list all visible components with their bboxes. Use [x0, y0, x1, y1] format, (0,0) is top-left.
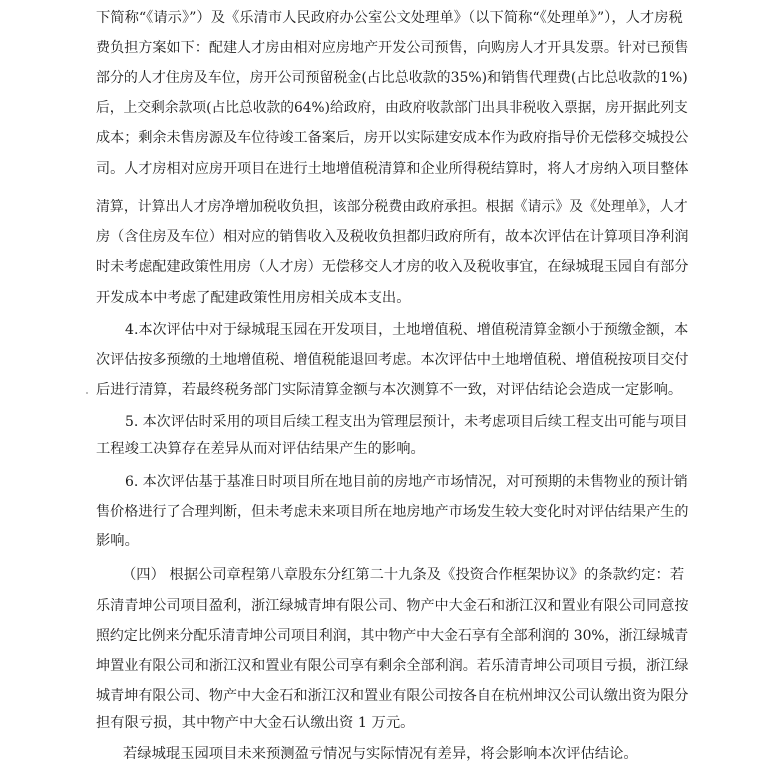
text-line: 6. 本次评估基于基准日时项目所在地目前的房地产市场情况，对可预期的未售物业的预计销	[125, 474, 688, 490]
text-line: 影响。	[96, 533, 139, 549]
text-line: 司。人才房相对应房开项目在进行土地增值税清算和企业所得税结算时，将人才房纳入项目整体	[96, 161, 689, 177]
text-line: 工程竣工决算存在差异从而对评估结果产生的影响。	[96, 441, 425, 457]
text-line: 费负担方案如下：配建人才房由相对应房地产开发公司预售，向购房人才开具发票。针对已预售	[96, 40, 689, 56]
text-line: 城青坤有限公司、物产中大金石和浙江汉和置业有限公司按各自在杭州坤汉公司认缴出资为限分	[96, 688, 689, 704]
scan-mark	[86, 392, 88, 394]
text-line: 后，上交剩余款项(占比总收款的64%)给政府，由政府收款部门出具非税收入票据，房开据此列支	[96, 100, 688, 116]
text-line: 次评估按多预缴的土地增值税、增值税能退回考虑。本次评估中土地增值税、增值税按项目交付	[96, 352, 689, 368]
text-line: 成本；剩余未售房源及车位待竣工备案后，房开以实际建安成本作为政府指导价无偿移交城投公	[96, 130, 689, 146]
text-line: 时未考虑配建政策性用房（人才房）无偿移交人才房的收入及税收事宜，在绿城琨玉园自有部分	[96, 259, 689, 275]
text-line: 乐清青坤公司项目盈利，浙江绿城青坤有限公司、物产中大金石和浙江汉和置业有限公司同意按	[96, 598, 689, 614]
text-line: 照约定比例来分配乐清青坤公司项目利润，其中物产中大金石享有全部利润的 30%，浙江绿城青	[96, 628, 689, 644]
text-line: 若绿城琨玉园项目未来预测盈亏情况与实际情况有差异，将会影响本次评估结论。	[123, 746, 638, 762]
text-line: 5. 本次评估时采用的项目后续工程支出为管理层预计，未考虑项目后续工程支出可能与项目	[125, 414, 688, 430]
text-line: 后进行清算，若最终税务部门实际清算金额与本次测算不一致，对评估结论会造成一定影响。	[96, 382, 683, 398]
text-line: 开发成本中考虑了配建政策性用房相关成本支出。	[96, 290, 411, 306]
text-line: 房（含住房及车位）相对应的销售收入及税收负担都归政府所有，故本次评估在计算项目净利润	[96, 229, 689, 245]
text-line: 坤置业有限公司和浙江汉和置业有限公司享有剩余全部利润。若乐清青坤公司项目亏损，浙江绿	[96, 658, 689, 674]
text-line: 售价格进行了合理判断，但未考虑未来项目所在地房地产市场发生较大变化时对评估结果产生的	[96, 504, 689, 520]
text-line: 部分的人才住房及车位，房开公司预留税金(占比总收款的35%)和销售代理费(占比总收款的1%)	[96, 70, 688, 86]
text-line: 4.本次评估中对于绿城琨玉园在开发项目，土地增值税、增值税清算金额小于预缴金额，本	[125, 322, 689, 338]
text-line: 下简称“《请示》”）及《乐清市人民政府办公室公文处理单》（以下简称“《处理单》”），人才房税	[96, 10, 683, 26]
text-line: （四） 根据公司章程第八章股东分红第二十九条及《投资合作框架协议》的条款约定：若	[122, 567, 685, 583]
text-line: 担有限亏损，其中物产中大金石认缴出资 1 万元。	[96, 715, 415, 731]
text-line: 清算，计算出人才房净增加税收负担，该部分税费由政府承担。根据《请示》及《处理单》，人才	[96, 199, 688, 215]
